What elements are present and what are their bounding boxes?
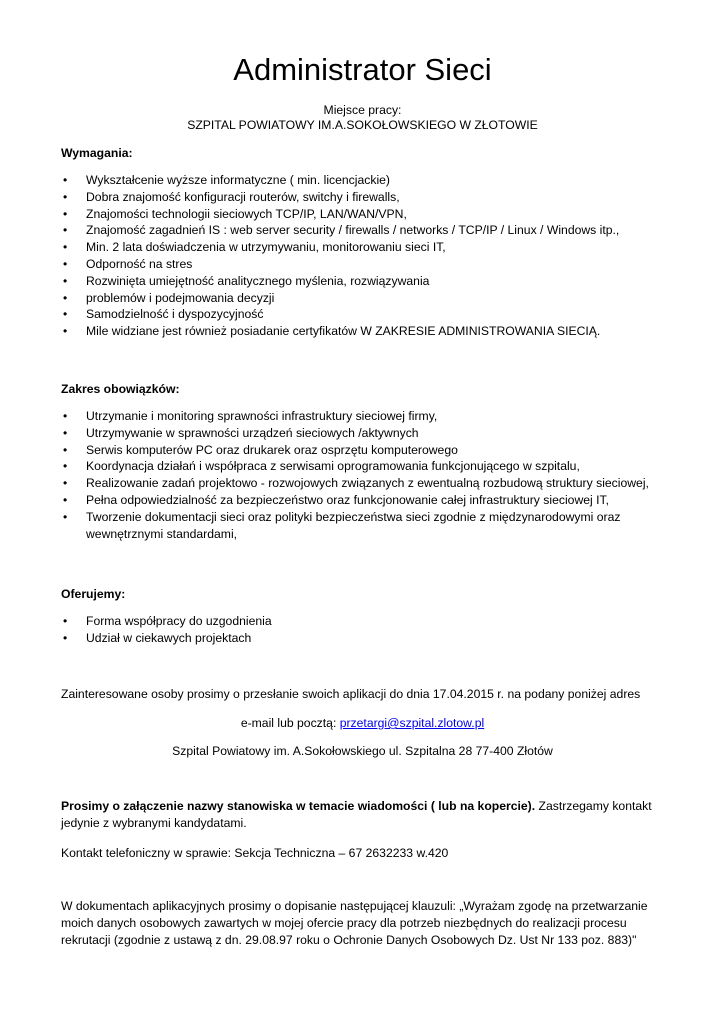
email-prefix: e-mail lub pocztą:	[240, 716, 340, 730]
list-item: • Mile widziane jest również posiadanie certyfikatów W ZAKRESIE ADMINISTROWANIA SIECIĄ.	[61, 323, 671, 340]
workplace-name: SZPITAL POWIATOWY IM.A.SOKOŁOWSKIEGO W ZŁOTOWIE	[187, 118, 538, 132]
list-item: • Samodzielność i dyspozycyjność	[61, 306, 671, 323]
subject-note-rest: Zastrzegamy kontakt jedynie z wybranymi kandydatami.	[61, 799, 652, 830]
subject-note-bold: Prosimy o załączenie nazwy stanowiska w temacie wiadomości ( lub na kopercie).	[61, 799, 536, 813]
application-intro: Zainteresowane osoby prosimy o przesłanie swoich aplikacji do dnia 17.04.2015 r. na podany poniżej adres	[61, 687, 641, 701]
page-title: Administrator Sieci	[233, 52, 492, 87]
requirements-list	[61, 172, 671, 340]
subject-note	[61, 798, 661, 832]
list-item: • Dobra znajomość konfiguracji routerów, switchy i firewalls,	[61, 189, 671, 206]
requirements-heading: Wymagania:	[61, 146, 133, 160]
list-item: • Udział w ciekawych projektach	[61, 630, 671, 647]
list-item: • problemów i podejmowania decyzji	[61, 290, 671, 307]
list-item: • Utrzymanie i monitoring sprawności infrastruktury sieciowej firmy,	[61, 408, 671, 425]
consent-clause: W dokumentach aplikacyjnych prosimy o dopisanie następującej klauzuli: „Wyrażam zgodę na przetwarzanie moich danych osobowych zawartych w mojej ofercie pracy dla potrzeb niezbędnych do realizacji procesu rekrutacji (zgodnie z ustawą z dn. 29.08.97 roku o Ochronie Danych Osobowych Dz. Ust Nr 133 poz. 883)"	[61, 899, 648, 947]
offer-heading: Oferujemy:	[61, 587, 126, 601]
list-item: • Znajomość zagadnień IS : web server security / firewalls / networks / TCP/IP / Linux / Windows itp.,	[61, 222, 671, 239]
workplace-label: Miejsce pracy:	[323, 103, 402, 117]
duties-list	[61, 408, 671, 542]
duties-heading: Zakres obowiązków:	[61, 382, 180, 396]
list-item: • Pełna odpowiedzialność za bezpieczeństwo oraz funkcjonowanie całej infrastruktury sieciowej IT,	[61, 492, 671, 509]
hospital-address: Szpital Powiatowy im. A.Sokołowskiego ul. Szpitalna 28 77-400 Złotów	[172, 744, 553, 758]
list-item: • Utrzymywanie w sprawności urządzeń sieciowych /aktywnych	[61, 425, 671, 442]
phone-contact: Kontakt telefoniczny w sprawie: Sekcja Techniczna – 67 2632233 w.420	[61, 846, 449, 860]
list-item: • Tworzenie dokumentacji sieci oraz polityki bezpieczeństwa sieci zgodnie z międzynarodowymi oraz wewnętrznymi standardami,	[61, 509, 671, 543]
email-line	[0, 715, 725, 731]
list-item: • Koordynacja działań i współpraca z serwisami oprogramowania funkcjonującego w szpitalu,	[61, 458, 671, 475]
list-item: • Rozwinięta umiejętność analitycznego myślenia, rozwiązywania	[61, 273, 671, 290]
list-item: • Wykształcenie wyższe informatyczne ( min. licencjackie)	[61, 172, 671, 189]
list-item: • Znajomości technologii sieciowych TCP/IP, LAN/WAN/VPN,	[61, 206, 671, 223]
list-item: • Odporność na stres	[61, 256, 671, 273]
list-item: • Realizowanie zadań projektowo - rozwojowych związanych z ewentualną rozbudową struktury sieciowej,	[61, 475, 671, 492]
list-item: • Forma współpracy do uzgodnienia	[61, 613, 671, 630]
list-item: • Serwis komputerów PC oraz drukarek oraz osprzętu komputerowego	[61, 442, 671, 459]
email-link[interactable]: przetargi@szpital.zlotow.pl	[339, 716, 485, 730]
list-item: • Min. 2 lata doświadczenia w utrzymywaniu, monitorowaniu sieci IT,	[61, 239, 671, 256]
offer-list	[61, 613, 671, 647]
